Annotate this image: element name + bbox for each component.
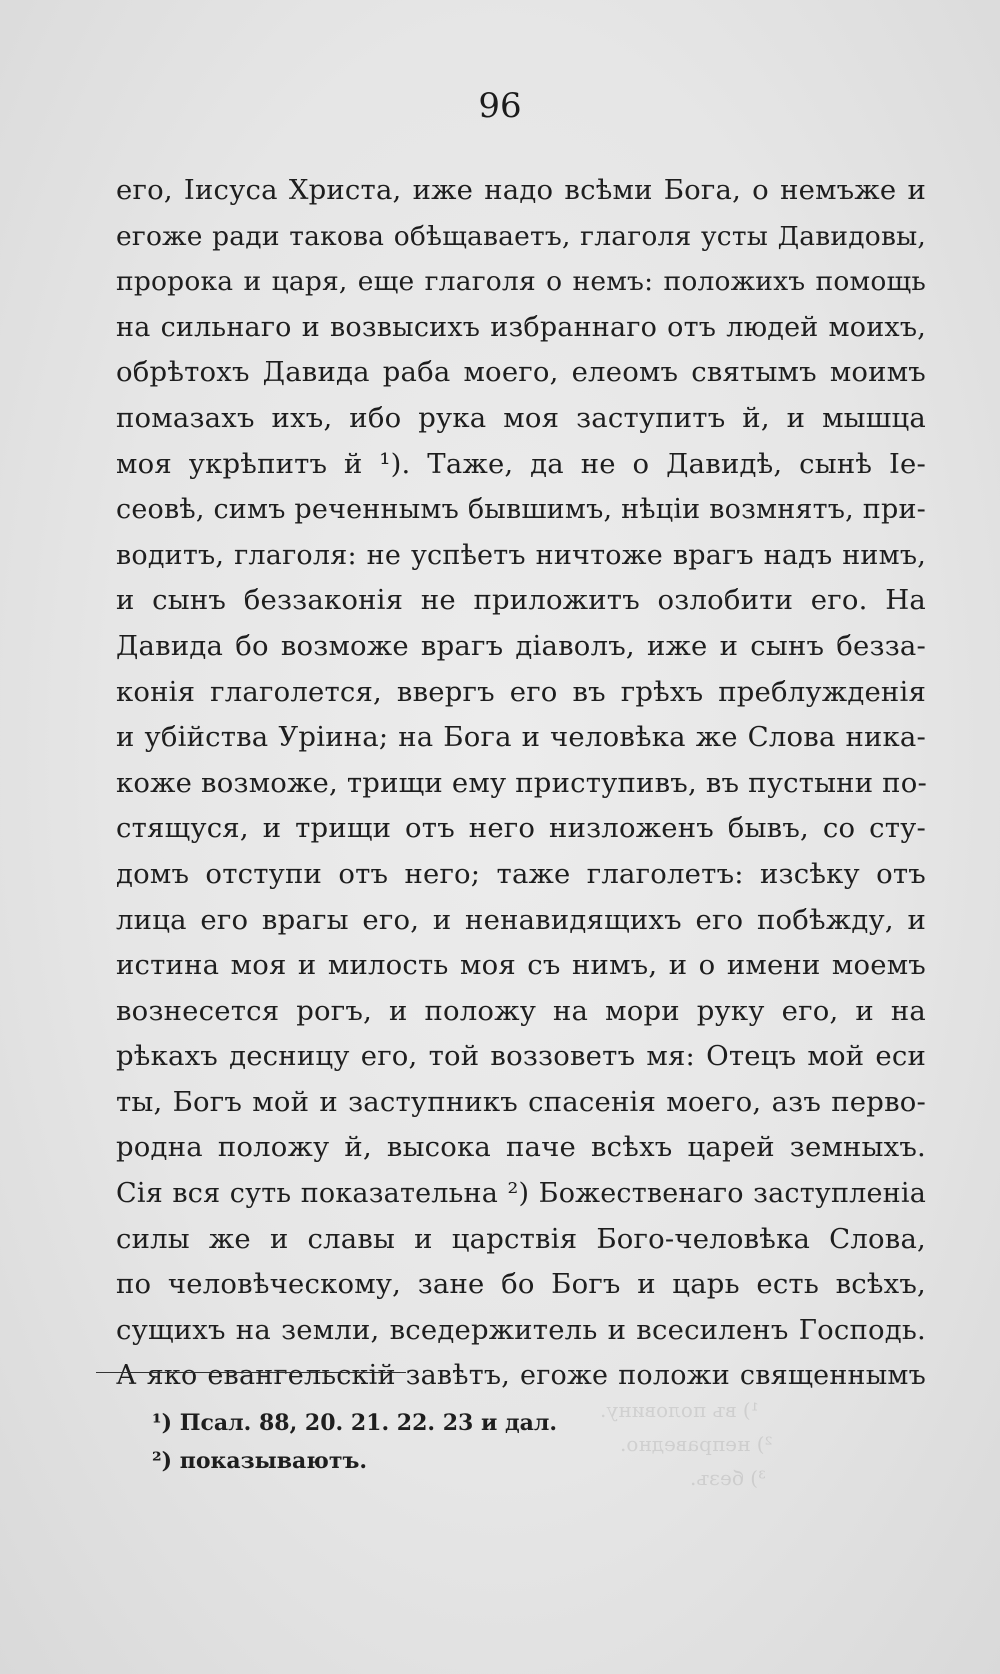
text-line: пророка и царя, еще глаголя о немъ: положихъ помощь	[116, 266, 926, 298]
text-line: домъ отступи отъ него; таже глаголетъ: изсѣку отъ	[116, 857, 926, 890]
text-line: сеовѣ, симъ реченнымъ бывшимъ, нѣціи возмнятъ, при-	[116, 494, 926, 526]
text-line: вознесется рогъ, и положу на мори руку его, и на	[116, 994, 926, 1027]
text-line: истина моя и милость моя съ нимъ, и о имени моемъ	[116, 949, 926, 982]
text-line: обрѣтохъ Давида раба моего, елеомъ святымъ моимъ	[116, 356, 926, 389]
text-line: ты, Богъ мой и заступникъ спасенія моего, азъ перво-	[116, 1085, 926, 1118]
footnote-text: показываютъ.	[179, 1448, 367, 1474]
text-line: силы же и славы и царствія Бого-человѣка Слова,	[116, 1222, 926, 1255]
text-line: водитъ, глаголя: не успѣетъ ничтоже врагъ надъ нимъ,	[116, 539, 926, 571]
body-text	[116, 168, 926, 1399]
footnote	[152, 1404, 852, 1442]
text-line: его, Іисуса Христа, иже надо всѣми Бога, о немъже и	[116, 174, 926, 206]
footnote-mark: ¹)	[152, 1410, 173, 1436]
text-line: моя укрѣпитъ й ¹). Таже, да не о Давидѣ, сынѣ Іе-	[116, 447, 926, 480]
text-line: конія глаголется, ввергъ его въ грѣхъ преблужденія	[116, 675, 926, 708]
footnote-separator	[96, 1372, 406, 1373]
text-line: и сынъ беззаконія не приложитъ озлобити его. На	[116, 584, 926, 617]
footnote	[152, 1442, 852, 1480]
footnotes	[152, 1404, 852, 1480]
text-line: стящуся, и трищи отъ него низложенъ бывъ, со сту-	[116, 812, 926, 845]
text-line: по человѣческому, зане бо Богъ и царь есть всѣхъ,	[116, 1268, 926, 1301]
bleed-through-text: ³) безъ.	[690, 1466, 767, 1490]
text-line: помазахъ ихъ, ибо рука моя заступитъ й, и мышца	[116, 401, 926, 434]
footnote-mark: ²)	[152, 1448, 173, 1474]
text-line: рѣкахъ десницу его, той воззоветъ мя: Отецъ мой еси	[116, 1040, 926, 1073]
bleed-through-text: ²) неправедно.	[620, 1432, 773, 1456]
text-line: Давида бо возможе врагъ діаволъ, иже и сынъ безза-	[116, 629, 926, 662]
text-line: А яко евангельскій завѣтъ, егоже положи священнымъ	[116, 1360, 926, 1392]
text-line: лица его врагы его, и ненавидящихъ его побѣжду, и	[116, 903, 926, 936]
text-line: егоже ради такова обѣщаваетъ, глаголя усты Давидовы,	[116, 220, 926, 252]
text-line: сущихъ на земли, вседержитель и всесиленъ Господь.	[116, 1313, 926, 1346]
bleed-through-text: ¹) въ половину.	[600, 1398, 759, 1422]
text-line: Сія вся суть показательна ²) Божественаго заступленіа	[116, 1178, 926, 1210]
page-number: 96	[478, 86, 522, 126]
text-line: на сильнаго и возвысихъ избраннаго отъ людей моихъ,	[116, 311, 926, 343]
text-line: коже возможе, трищи ему приступивъ, въ пустыни по-	[116, 766, 927, 799]
text-line: и убійства Уріина; на Бога и человѣка же Слова никa-	[116, 721, 926, 754]
text-line: родна положу й, высока паче всѣхъ царей земныхъ.	[116, 1131, 926, 1164]
footnote-text: Псал. 88, 20. 21. 22. 23 и дал.	[179, 1410, 558, 1436]
